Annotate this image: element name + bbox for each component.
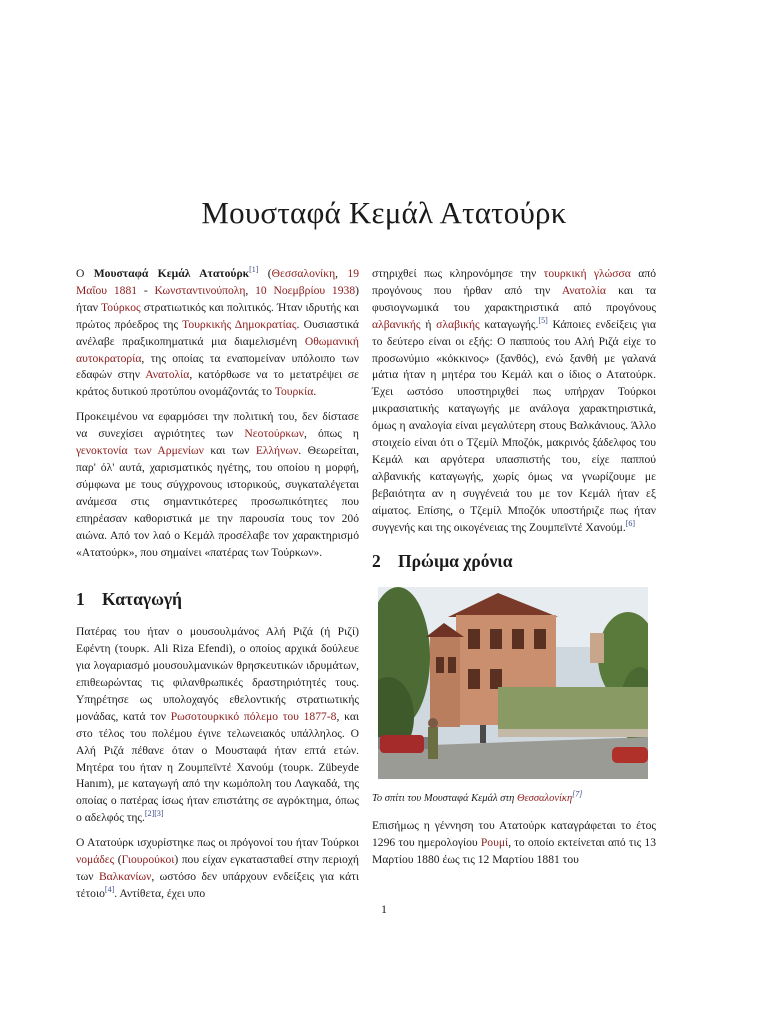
page-number: 1 [381, 902, 387, 916]
link-anatolia-2[interactable]: Ανατολία [561, 283, 606, 297]
link-rumi-calendar[interactable]: Ρουμί [480, 836, 509, 850]
reference-link[interactable]: [3] [154, 809, 164, 819]
article-title: Μουσταφά Κεμάλ Ατατούρκ [201, 194, 567, 230]
left-column [76, 266, 359, 911]
intro-paragraph-2: Προκειμένου να εφαρμόσει την πολιτική του, δεν δίστασε να συνεχίσει αγριότητες των Νεοτούρκων, όπως η γενοκτονία των Αρμενίων και των Ελλήνων. Θεωρείται, παρ' όλ' αυτά, χαρισματικός ηγέτης, του οποίου η μορφή, σύμφωνα με τους σύγχρονους ιστορικούς, συγκαταλέγεται ανάμεσα στις σημαντικότερες προσωπικότητες που επηρέασαν καθοριστικά με την παρουσία τους τον 20ό αιώνα. Από τον λαό ο Κεμάλ προσέλαβε τον χαρακτηρισμό «Ατατούρκ», που σημαίνει «πατέρας των Τούρκων». [76, 410, 359, 559]
link-constantinople[interactable]: Κωνσταντινούπολη [154, 283, 246, 297]
reference-link[interactable]: [4] [104, 885, 115, 895]
link-turkish-language[interactable]: τουρκική γλώσσα [543, 267, 631, 280]
link-balkans[interactable]: Βαλκανίων [98, 870, 152, 883]
link-slavic[interactable]: σλαβικής [436, 317, 480, 331]
link-albanian[interactable]: αλβανικής [372, 317, 421, 331]
link-armenian-genocide[interactable]: γενοκτονία των Αρμενίων [76, 444, 204, 458]
reference-link[interactable]: [5] [538, 315, 548, 325]
link-turkish[interactable]: Τούρκος [101, 300, 141, 314]
reference-link[interactable]: [2] [144, 809, 155, 819]
house-illustration [378, 587, 648, 779]
link-death-date[interactable]: 10 Νοεμβρίου 1938 [255, 283, 356, 297]
link-young-turks[interactable]: Νεοτούρκων [244, 427, 305, 441]
link-greeks[interactable]: Ελλήνων [255, 444, 299, 458]
link-thessaloniki-caption[interactable]: Θεσσαλονίκη [516, 793, 573, 805]
link-birth-date[interactable]: 19 Μαΐου 1881 [76, 267, 359, 297]
link-ottoman-empire[interactable]: Οθωμανική αυτοκρατορία [76, 334, 359, 365]
reference-link[interactable]: [7] [572, 789, 583, 799]
reference-link[interactable]: [6] [625, 518, 636, 528]
photo-caption: Το σπίτι του Μουσταφά Κεμάλ στη Θεσσαλονίκη[7] [372, 789, 583, 805]
intro-paragraph-1: Ο Μουσταφά Κεμάλ Ατατούρκ[1] (Θεσσαλονίκη, 19 Μαΐου 1881 - Κωνσταντινούπολη, 10 Νοεμβρίου 1938) ήταν Τούρκος στρατιωτικός και πολιτικός. Ήταν ιδρυτής και πρώτος πρόεδρος της Τουρκικής Δημοκρατίας. Ουσιαστικά ανέλαβε πραξικοπηματικά μια διαμελισμένη Οθωμανική αυτοκρατορία, της οποίας τα εναπομείναν υπόλοιπο των εδαφών στην Ανατολία, κατόρθωσε να το μετατρέψει σε κράτος δυτικού προτύπου ονομάζοντάς το Τουρκία. [76, 265, 360, 399]
link-thessaloniki[interactable]: Θεσσαλονίκη [271, 267, 336, 280]
reference-link[interactable]: [1] [249, 265, 259, 275]
continued-text: στηριχθεί πως κληρονόμησε την [372, 267, 544, 280]
early-years-paragraph-1: Επισήμως η γέννηση του Ατατούρκ καταγράφεται το έτος 1296 του ημερολογίου Ρουμί, το οποίο εκτείνεται από τις 13 Μαρτίου 1880 έως τις 12 Μαρτίου 1881 του [372, 819, 656, 867]
link-anatolia[interactable]: Ανατολία [145, 368, 190, 382]
link-yoruks[interactable]: Γιουρούκοι [121, 853, 175, 867]
origin-paragraph-2: Ο Ατατούρκ ισχυρίστηκε πως οι πρόγονοί του ήταν Τούρκοι νομάδες (Γιουρούκοι) που είχαν εγκατασταθεί στην περιοχή των Βαλκανίων, ωστόσο δεν υπάρχουν ενδείξεις για κάτι τέτοιο[4]. Αντίθετα, έχει υπο [76, 836, 359, 900]
origin-paragraph-2-continued: στηριχθεί πως κληρονόμησε την τουρκική γλώσσα από προγόνους που ήρθαν από την Ανατολία και τα φυσιογνωμικά του χαρακτηριστικά από προγόνους αλβανικής ή σλαβικής καταγωγής.[5] Κάποιες ενδείξεις για το δεύτερο είναι οι εξής: Ο παππούς του Αλή Ριζά είχε το προσωνύμιο «κόκκινος» (ξανθός), ενώ ξανθή με γαλανά μάτια ήταν η μητέρα του Κεμάλ και ο ίδιος ο Ατατούρκ. Έχει ωστόσο υποστηριχθεί πως υπήρχαν Τούρκοι μικρασιατικής καταγωγής με ανάλογα χαρακτηριστικά, όμως η αναλογία είναι μεγαλύτερη στους Βαλκάνιους. Άλλο στοιχείο είναι ότι ο Τζεμίλ Μποζόκ, μακρινός ξάδελφος του Κεμάλ και αργότερα υπασπιστής του, είχε παππού αλβανικής καταγωγής, χωρίς όμως να γνωρίζουμε με βεβαιότητα αν η συγγένειά του με τον Κεμάλ ήταν εξ αίματος. Επίσης, ο Τζεμίλ Μποζόκ υποστήριζε πως ήταν συγγενής και της οικογένειας της Ζουμπεϊντέ Χανούμ.[6] [372, 267, 657, 534]
link-turkey[interactable]: Τουρκία [274, 385, 314, 399]
section-heading-early-years: 2 Πρώιμα χρόνια [372, 550, 513, 571]
link-turkish-republic[interactable]: Τουρκικής Δημοκρατίας [182, 317, 297, 331]
section-heading-origin: 1 Καταγωγή [76, 589, 182, 610]
origin-paragraph-1: Πατέρας του ήταν ο μουσουλμάνος Αλή Ριζά (ή Ριζί) Εφέντη (τουρκ. Ali Riza Efendi), ο οποίος αρχικά δούλευε για λογαριασμό μουσουλμανικών θρησκευτικών ιδρυμάτων, επιθεωρώντας τις φιλανθρωπικές δραστηριότητές τους. Υπηρέτησε ως υπολοχαγός εθελοντικής στρατιωτικής μονάδας, κατά τον Ρωσοτουρκικό πόλεμο του 1877-8, και στο τέλος του πολέμου έγινε τελωνειακός υπάλληλος. Ο Αλή Ριζά πέθανε όταν ο Μουσταφά ήταν επτά ετών. Μητέρα του ήταν η Ζουμπεϊντέ Χανούμ (τουρκ. Zübeyde Hanım), με καταγωγή από την κωμόπολη του Λαγκαδά, της οποίας ο πατέρας ίσως ήταν επιστάτης σε αγρόκτημα, όπως ο αδελφός της.[2][3] [76, 625, 360, 825]
link-russo-turkish-war[interactable]: Ρωσοτουρκικό πόλεμο του 1877-8 [170, 709, 337, 723]
subject-name: Μουσταφά Κεμάλ Ατατούρκ [93, 267, 250, 280]
link-nomads[interactable]: νομάδες [76, 853, 115, 867]
right-column [372, 266, 656, 877]
house-photo [378, 587, 648, 779]
